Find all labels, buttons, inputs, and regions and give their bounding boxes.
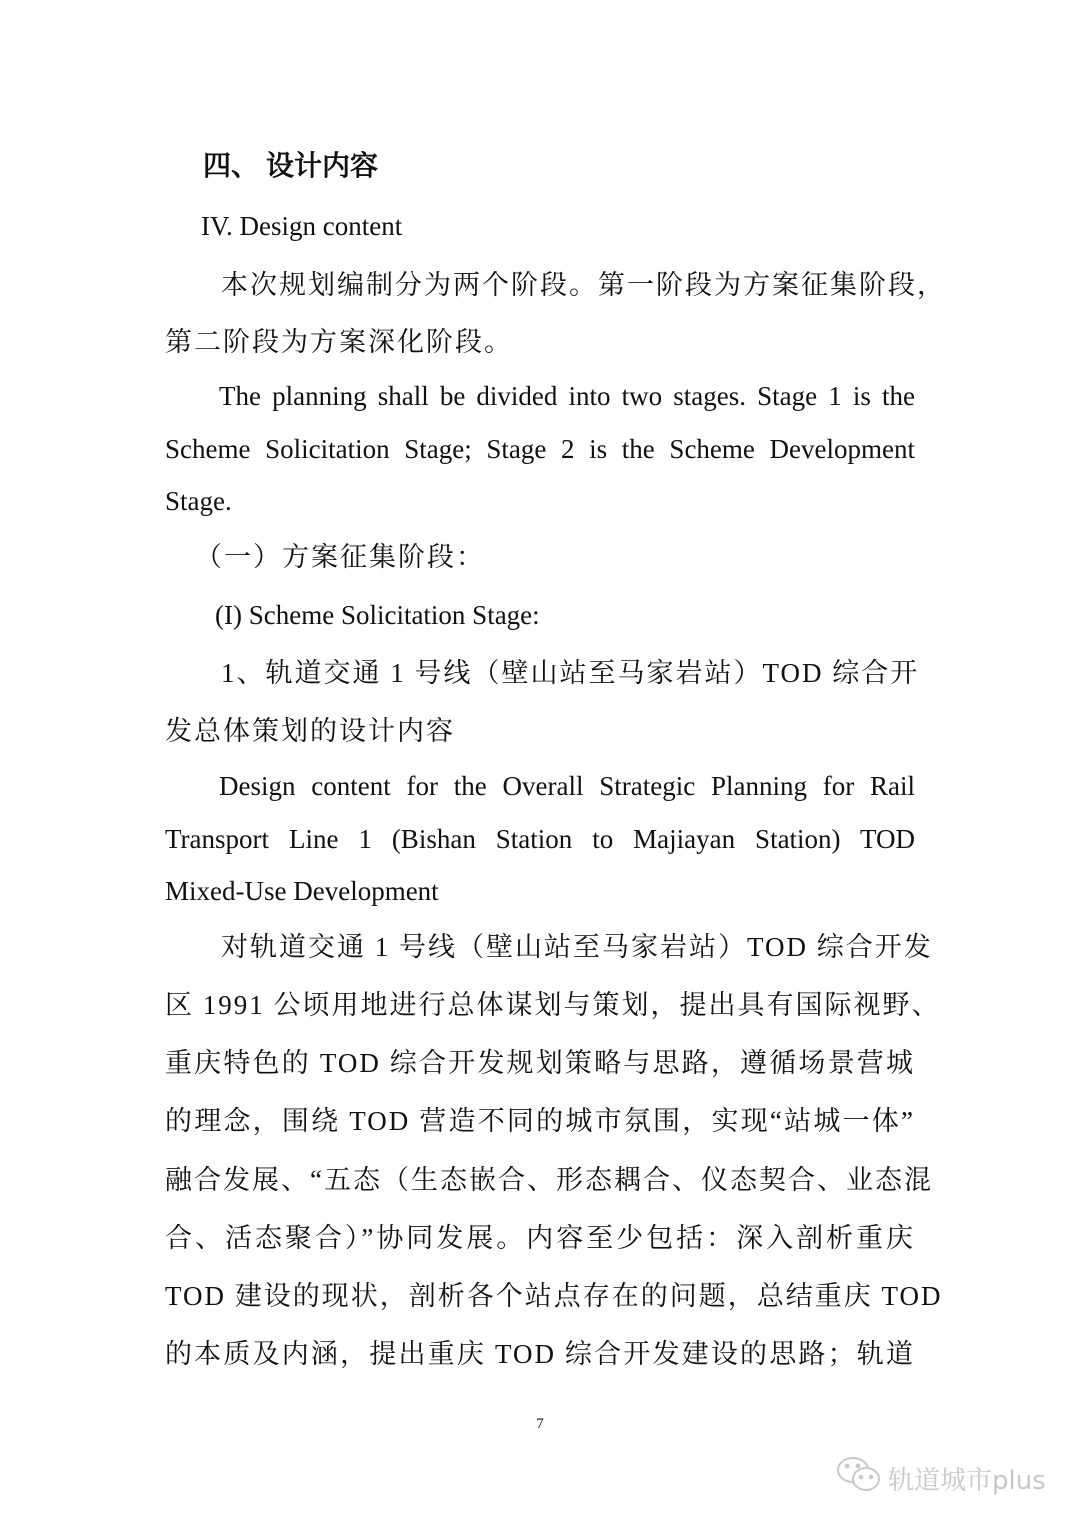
body-line: 融合发展、“五态（生态嵌合、形态耦合、仪态契合、业态混: [165, 1165, 933, 1195]
body-line: 的理念，围绕 TOD 营造不同的城市氛围，实现“站城一体”: [165, 1106, 915, 1136]
paragraph-line: 本次规划编制分为两个阶段。第一阶段为方案征集阶段，: [221, 270, 946, 300]
paragraph-line: Scheme Solicitation Stage; Stage 2 is the Scheme Development: [165, 434, 915, 464]
subsection-heading-en: (I) Scheme Solicitation Stage:: [215, 600, 540, 630]
section-heading-en: IV. Design content: [201, 211, 403, 241]
body-line: 区 1991 公顷用地进行总体谋划与策划，提出具有国际视野、: [165, 990, 941, 1020]
item-title-zh: 1、轨道交通 1 号线（壁山站至马家岩站）TOD 综合开: [221, 658, 920, 688]
wechat-icon: [836, 1455, 882, 1502]
section-heading-zh: 四、 设计内容: [203, 151, 379, 182]
subsection-heading-zh: （一）方案征集阶段：: [195, 542, 485, 572]
watermark: [836, 1455, 1046, 1502]
item-title-zh: 发总体策划的设计内容: [165, 716, 455, 746]
page-number: 7: [536, 1416, 544, 1432]
item-title-en: Mixed-Use Development: [165, 876, 439, 906]
body-line: 的本质及内涵，提出重庆 TOD 综合开发建设的思路；轨道: [165, 1339, 915, 1369]
body-line: 重庆特色的 TOD 综合开发规划策略与思路，遵循场景营城: [165, 1048, 915, 1078]
body-line: 合、活态聚合）”协同发展。内容至少包括：深入剖析重庆: [165, 1223, 915, 1253]
item-title-en: Design content for the Overall Strategic Planning for Rail: [219, 771, 915, 801]
item-title-en: Transport Line 1 (Bishan Station to Majiayan Station) TOD: [165, 824, 915, 854]
paragraph-line: 第二阶段为方案深化阶段。: [165, 327, 513, 357]
watermark-text: 轨道城市plus: [888, 1466, 1046, 1496]
paragraph-line: The planning shall be divided into two stages. Stage 1 is the: [219, 381, 915, 411]
body-line: TOD 建设的现状，剖析各个站点存在的问题，总结重庆 TOD: [165, 1281, 943, 1311]
body-line: 对轨道交通 1 号线（壁山站至马家岩站）TOD 综合开发: [221, 932, 933, 962]
paragraph-line: Stage.: [165, 486, 232, 516]
